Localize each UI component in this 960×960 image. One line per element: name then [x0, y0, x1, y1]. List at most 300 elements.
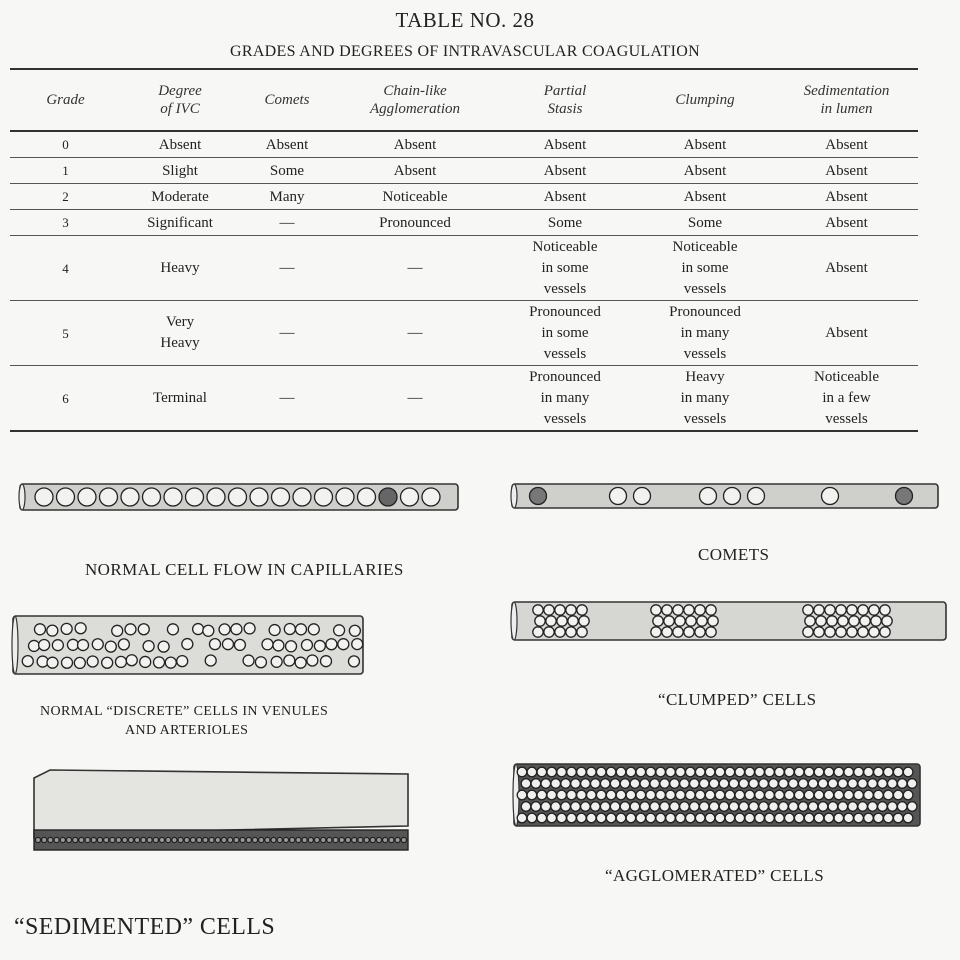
blood-cell: [581, 802, 591, 812]
blood-cell: [568, 616, 578, 626]
table-cell-line: in some: [541, 324, 589, 341]
table-cell: [239, 366, 335, 431]
blood-cell: [537, 790, 547, 800]
blood-cell: [838, 802, 848, 812]
blood-cell: [209, 837, 214, 842]
blood-cell: [531, 802, 541, 812]
blood-cell: [521, 779, 531, 789]
blood-cell: [686, 813, 696, 823]
table-cell-line: 0: [62, 136, 69, 152]
blood-cell: [903, 790, 913, 800]
column-header: [495, 70, 635, 131]
table-cell-line: Pronounced: [669, 303, 741, 320]
blood-cell: [567, 813, 577, 823]
table-cell: [495, 158, 635, 184]
caption-comets: COMETS: [698, 545, 770, 564]
blood-cell: [147, 837, 152, 842]
blood-cell: [814, 813, 824, 823]
blood-cell: [172, 837, 177, 842]
blood-cell: [333, 837, 338, 842]
blood-cell: [636, 790, 646, 800]
blood-cell: [97, 837, 102, 842]
table-cell-line: —: [279, 214, 295, 231]
blood-cell: [662, 605, 672, 615]
blood-cell: [308, 837, 313, 842]
table-cell: [121, 236, 239, 301]
blood-cell: [203, 625, 214, 636]
blood-cell: [600, 779, 610, 789]
blood-cell: [566, 605, 576, 615]
blood-cell: [775, 767, 785, 777]
table-cell-line: Absent: [393, 162, 437, 179]
blood-cell: [836, 627, 846, 637]
blood-cell: [903, 767, 913, 777]
blood-cell: [699, 802, 709, 812]
blood-cell: [315, 488, 333, 506]
blood-cell: [166, 837, 171, 842]
blood-cell: [808, 802, 818, 812]
blood-cell: [785, 813, 795, 823]
blood-cell: [527, 813, 537, 823]
blood-cell: [695, 767, 705, 777]
blood-cell: [676, 767, 686, 777]
blood-cell: [888, 802, 898, 812]
column-header-line: Grade: [46, 92, 85, 108]
column-header-line: in lumen: [820, 101, 873, 117]
table-cell-line: Absent: [825, 324, 868, 341]
blood-cell: [844, 767, 854, 777]
caption-discrete-cells-line1: NORMAL “DISCRETE” CELLS IN VENULES: [40, 704, 329, 719]
blood-cell: [48, 837, 53, 842]
blood-cell: [715, 767, 725, 777]
blood-cell: [897, 779, 907, 789]
table-cell: [335, 131, 495, 158]
table-cell-line: Heavy: [685, 368, 725, 385]
blood-cell: [244, 623, 255, 634]
blood-cell: [848, 802, 858, 812]
blood-cell: [656, 790, 666, 800]
blood-cell: [695, 790, 705, 800]
blood-cell: [724, 488, 741, 505]
blood-cell: [547, 767, 557, 777]
table-cell-line: Moderate: [151, 188, 209, 205]
blood-cell: [858, 605, 868, 615]
table-cell: [495, 184, 635, 210]
blood-cell: [34, 624, 45, 635]
blood-cell: [695, 605, 705, 615]
blood-cell: [91, 837, 96, 842]
blood-cell: [805, 616, 815, 626]
table-cell-line: —: [407, 324, 423, 341]
column-header: [239, 70, 335, 131]
table-cell-line: Absent: [825, 214, 868, 231]
column-header-line: Comets: [264, 92, 310, 108]
blood-cell: [219, 624, 230, 635]
blood-cell: [273, 640, 284, 651]
blood-cell: [868, 779, 878, 789]
blood-cell: [874, 767, 884, 777]
blood-cell: [271, 656, 282, 667]
blood-cell: [167, 624, 178, 635]
blood-cell: [670, 779, 680, 789]
blood-cell: [557, 616, 567, 626]
blood-cell: [656, 767, 666, 777]
blood-cell: [794, 813, 804, 823]
blood-cell: [35, 837, 40, 842]
blood-cell: [610, 488, 627, 505]
blood-cell: [884, 767, 894, 777]
blood-cell: [190, 837, 195, 842]
blood-cell: [246, 837, 251, 842]
blood-cell: [571, 779, 581, 789]
blood-cell: [897, 802, 907, 812]
blood-cell: [307, 655, 318, 666]
table-cell: [775, 158, 918, 184]
blood-cell: [308, 624, 319, 635]
caption-discrete-cells-line2: AND ARTERIOLES: [125, 723, 249, 738]
column-header-line: Partial: [543, 83, 587, 99]
table-cell-line: Absent: [265, 136, 309, 153]
table-cell-line: Pronounced: [379, 214, 451, 231]
blood-cell: [794, 767, 804, 777]
blood-cell: [864, 813, 874, 823]
table-cell-line: in many: [680, 389, 730, 406]
blood-cell: [606, 767, 616, 777]
column-header-line: Agglomeration: [370, 101, 460, 117]
blood-cell: [814, 767, 824, 777]
blood-cell: [537, 767, 547, 777]
capillary-comets-illustration: [510, 480, 942, 516]
blood-cell: [535, 616, 545, 626]
blood-cell: [651, 605, 661, 615]
table-cell-line: 3: [62, 214, 69, 230]
blood-cell: [779, 779, 789, 789]
blood-cell: [803, 605, 813, 615]
blood-cell: [78, 640, 89, 651]
blood-cell: [804, 790, 814, 800]
table-row: [10, 131, 918, 158]
blood-cell: [636, 767, 646, 777]
table-cell: [635, 301, 775, 366]
blood-cell: [844, 813, 854, 823]
table-cell: [775, 366, 918, 431]
blood-cell: [544, 627, 554, 637]
blood-cell: [880, 605, 890, 615]
blood-cell: [705, 813, 715, 823]
blood-cell: [616, 790, 626, 800]
blood-cell: [869, 605, 879, 615]
blood-cell: [745, 767, 755, 777]
blood-cell: [116, 837, 121, 842]
blood-cell: [719, 779, 729, 789]
blood-cell: [577, 627, 587, 637]
table-cell: [121, 301, 239, 366]
blood-cell: [358, 837, 363, 842]
blood-cell: [854, 813, 864, 823]
blood-cell: [636, 813, 646, 823]
blood-cell: [680, 779, 690, 789]
blood-cell: [42, 837, 47, 842]
table-cell: [10, 366, 121, 431]
blood-cell: [272, 488, 290, 506]
blood-cell: [816, 616, 826, 626]
blood-cell: [290, 837, 295, 842]
caption-agglomerated-cells: “AGGLOMERATED” CELLS: [605, 866, 825, 885]
blood-cell: [517, 813, 527, 823]
blood-cell: [345, 837, 350, 842]
table-cell-line: Very: [165, 314, 195, 330]
blood-cell: [551, 802, 561, 812]
table-cell-line: Noticeable: [382, 188, 448, 205]
blood-cell: [785, 790, 795, 800]
blood-cell: [591, 802, 601, 812]
blood-cell: [673, 627, 683, 637]
table-cell-line: Noticeable: [814, 368, 879, 385]
blood-cell: [240, 837, 245, 842]
table-cell: [239, 301, 335, 366]
blood-cell: [587, 790, 597, 800]
table-cell: [239, 131, 335, 158]
blood-cell: [640, 802, 650, 812]
blood-cell: [596, 767, 606, 777]
vessel-end: [511, 602, 517, 640]
blood-cell: [67, 639, 78, 650]
table-cell: [335, 184, 495, 210]
blood-cell: [884, 790, 894, 800]
blood-cell: [798, 802, 808, 812]
blood-cell: [759, 779, 769, 789]
blood-cell: [54, 837, 59, 842]
blood-cell: [271, 837, 276, 842]
blood-cell: [847, 605, 857, 615]
blood-cell: [804, 767, 814, 777]
blood-cell: [606, 813, 616, 823]
blood-cell: [653, 616, 663, 626]
table-cell-line: vessels: [825, 410, 868, 427]
table-cell: [239, 158, 335, 184]
blood-cell: [858, 779, 868, 789]
blood-cell: [884, 813, 894, 823]
blood-cell: [121, 488, 139, 506]
table-cell-line: vessels: [543, 410, 587, 427]
blood-cell: [537, 813, 547, 823]
blood-cell: [277, 837, 282, 842]
table-cell-line: Slight: [162, 162, 198, 179]
blood-cell: [834, 790, 844, 800]
blood-cell: [759, 802, 769, 812]
table-cell: [495, 301, 635, 366]
blood-cell: [182, 639, 193, 650]
blood-cell: [907, 802, 917, 812]
blood-cell: [596, 813, 606, 823]
blood-cell: [295, 624, 306, 635]
blood-cell: [769, 802, 779, 812]
blood-cell: [561, 802, 571, 812]
table-cell: [775, 236, 918, 301]
blood-cell: [577, 605, 587, 615]
blood-cell: [896, 488, 913, 505]
table-cell-line: Absent: [543, 136, 587, 153]
column-header: [635, 70, 775, 131]
table-cell-line: Absent: [825, 188, 868, 205]
blood-cell: [626, 790, 636, 800]
blood-cell: [243, 655, 254, 666]
blood-cell: [221, 837, 226, 842]
table-cell-line: in a few: [822, 389, 871, 406]
blood-cell: [284, 623, 295, 634]
blood-cell: [789, 802, 799, 812]
blood-cell: [401, 488, 419, 506]
blood-cell: [259, 837, 264, 842]
column-header-line: of IVC: [160, 101, 200, 117]
venule-discrete-cells-illustration: [10, 612, 368, 680]
blood-cell: [825, 605, 835, 615]
table-cell-line: Absent: [683, 188, 727, 205]
blood-cell: [85, 837, 90, 842]
blood-cell: [715, 813, 725, 823]
blood-cell: [577, 790, 587, 800]
blood-cell: [814, 605, 824, 615]
blood-cell: [567, 767, 577, 777]
blood-cell: [725, 790, 735, 800]
blood-cell: [785, 767, 795, 777]
blood-cell: [620, 779, 630, 789]
table-row: [10, 301, 918, 366]
coagulation-table-grid: [10, 70, 918, 430]
blood-cell: [745, 813, 755, 823]
blood-cell: [808, 779, 818, 789]
blood-cell: [818, 802, 828, 812]
blood-cell: [903, 813, 913, 823]
table-cell-line: 2: [62, 188, 69, 204]
table-cell-line: Absent: [543, 162, 587, 179]
table-cell: [635, 158, 775, 184]
blood-cell: [557, 813, 567, 823]
blood-cell: [383, 837, 388, 842]
blood-cell: [838, 616, 848, 626]
blood-cell: [234, 837, 239, 842]
blood-cell: [379, 488, 397, 506]
table-cell-line: Some: [547, 214, 583, 231]
table-cell: [635, 131, 775, 158]
blood-cell: [105, 641, 116, 652]
blood-cell: [690, 779, 700, 789]
blood-cell: [135, 837, 140, 842]
blood-cell: [587, 767, 597, 777]
blood-cell: [651, 627, 661, 637]
blood-cell: [735, 813, 745, 823]
table-cell-line: —: [407, 259, 423, 276]
table-cell-line: vessels: [543, 280, 587, 297]
blood-cell: [822, 488, 839, 505]
blood-cell: [838, 779, 848, 789]
blood-cell: [73, 837, 78, 842]
blood-cell: [650, 802, 660, 812]
blood-cell: [620, 802, 630, 812]
blood-cell: [517, 790, 527, 800]
column-header-line: Stasis: [547, 101, 583, 117]
blood-cell: [79, 837, 84, 842]
blood-cell: [676, 790, 686, 800]
table-cell-line: Absent: [683, 136, 727, 153]
blood-cell: [165, 657, 176, 668]
blood-cell: [715, 790, 725, 800]
blood-cell: [824, 790, 834, 800]
blood-cell: [834, 813, 844, 823]
blood-cell: [143, 488, 161, 506]
blood-cell: [666, 790, 676, 800]
blood-cell: [100, 488, 118, 506]
blood-cell: [389, 837, 394, 842]
blood-cell: [61, 623, 72, 634]
blood-cell: [128, 837, 133, 842]
blood-cell: [527, 767, 537, 777]
vessel-end: [511, 484, 517, 508]
blood-cell: [555, 605, 565, 615]
blood-cell: [547, 790, 557, 800]
table-row: [10, 210, 918, 236]
table-cell-line: Pronounced: [529, 303, 601, 320]
blood-cell: [104, 837, 109, 842]
vessel-agglomerated-cells-illustration: [512, 760, 924, 832]
blood-cell: [321, 656, 332, 667]
blood-cell: [634, 488, 651, 505]
blood-cell: [695, 627, 705, 637]
table-row: [10, 236, 918, 301]
blood-cell: [228, 837, 233, 842]
blood-cell: [907, 779, 917, 789]
blood-cell: [296, 837, 301, 842]
blood-cell: [546, 616, 556, 626]
table-header-row: [10, 70, 918, 131]
table-cell-line: Heavy: [160, 335, 200, 351]
blood-cell: [533, 605, 543, 615]
coagulation-table: [10, 68, 918, 432]
blood-cell: [666, 767, 676, 777]
blood-cell: [719, 802, 729, 812]
blood-cell: [193, 624, 204, 635]
blood-cell: [78, 488, 96, 506]
table-cell: [10, 236, 121, 301]
blood-cell: [52, 640, 63, 651]
blood-cell: [878, 802, 888, 812]
blood-cell: [541, 779, 551, 789]
table-cell-line: Absent: [543, 188, 587, 205]
blood-cell: [112, 625, 123, 636]
blood-cell: [61, 657, 72, 668]
blood-cell: [739, 779, 749, 789]
table-cell: [10, 301, 121, 366]
blood-cell: [646, 767, 656, 777]
table-row: [10, 184, 918, 210]
blood-cell: [561, 779, 571, 789]
blood-cell: [729, 802, 739, 812]
blood-cell: [729, 779, 739, 789]
blood-cell: [814, 790, 824, 800]
blood-cell: [164, 488, 182, 506]
table-cell: [10, 131, 121, 158]
blood-cell: [229, 488, 247, 506]
blood-cell: [125, 624, 136, 635]
blood-cell: [47, 625, 58, 636]
blood-cell: [860, 616, 870, 626]
caption-normal-cell-flow: NORMAL CELL FLOW IN CAPILLARIES: [85, 560, 404, 579]
blood-cell: [660, 802, 670, 812]
blood-cell: [60, 837, 65, 842]
blood-cell: [673, 605, 683, 615]
table-cell: [495, 131, 635, 158]
table-cell: [335, 366, 495, 431]
